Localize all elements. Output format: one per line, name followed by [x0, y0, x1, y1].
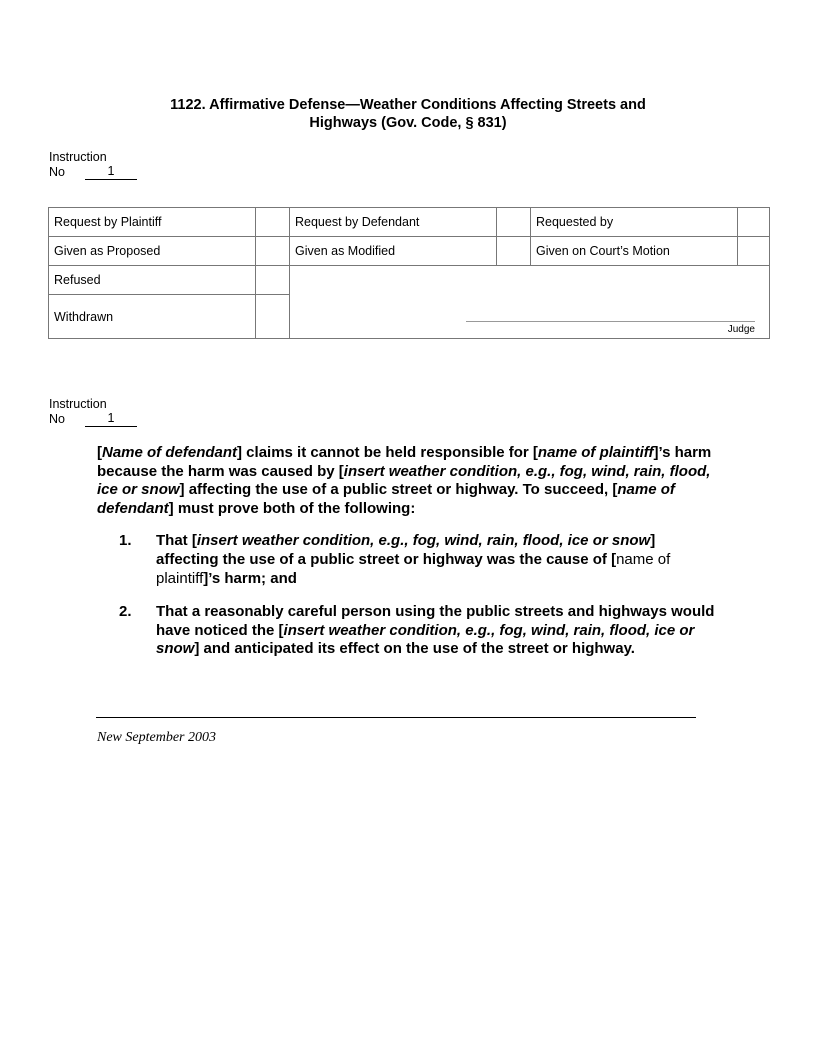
judge-signature-area[interactable] — [290, 266, 770, 339]
request-by-defendant-label: Request by Defendant — [290, 208, 497, 237]
no-label-2: No — [49, 412, 65, 426]
list-item-number: 1. — [119, 532, 132, 550]
title-line-2: Highways (Gov. Code, § 831) — [309, 115, 507, 131]
list-item-number: 2. — [119, 603, 132, 621]
no-label: No — [49, 165, 65, 179]
list-item-text: That a reasonably careful person using the public streets and highways would have noticed the [insert weather condition, e.g., fog, wind, rain, flood, ice or snow] and anticipated its effect on the use of the street or highway. — [156, 603, 715, 658]
judge-signature-line — [466, 321, 755, 322]
request-table — [48, 207, 770, 339]
request-by-plaintiff-label: Request by Plaintiff — [49, 208, 256, 237]
list-item — [97, 603, 717, 659]
withdrawn-label: Withdrawn — [49, 295, 256, 339]
judge-label: Judge — [727, 324, 755, 335]
list-item — [97, 532, 717, 588]
given-as-proposed-checkbox[interactable] — [256, 237, 290, 266]
intro-paragraph: [Name of defendant] claims it cannot be held responsible for [name of plaintiff]’s harm because the harm was caused by [insert weather condition, e.g., fog, wind, rain, flood, ice or snow] affecting the use of a public street or highway. To succeed, [name of defendant] must prove both of the following: — [97, 444, 712, 517]
instruction-number-block-2 — [49, 397, 137, 427]
instruction-number-block — [49, 150, 137, 180]
list-item-text: That [insert weather condition, e.g., fog, wind, rain, flood, ice or snow] affecting the use of a public street or highway was the cause of [name of plaintiff]’s harm; and — [156, 532, 671, 587]
refused-checkbox[interactable] — [256, 266, 290, 295]
title-line-1: 1122. Affirmative Defense—Weather Conditions Affecting Streets and — [170, 97, 646, 113]
withdrawn-checkbox[interactable] — [256, 295, 290, 339]
given-as-modified-checkbox[interactable] — [497, 237, 531, 266]
instruction-number-field[interactable]: 1 — [85, 165, 137, 180]
requested-by-label: Requested by — [531, 208, 738, 237]
instruction-body — [97, 444, 717, 674]
history-note: New September 2003 — [97, 730, 216, 745]
instruction-label: Instruction — [49, 150, 107, 164]
refused-label: Refused — [49, 266, 256, 295]
instruction-title — [120, 96, 696, 132]
instruction-number-field-2[interactable]: 1 — [85, 412, 137, 427]
request-by-plaintiff-checkbox[interactable] — [256, 208, 290, 237]
elements-list — [97, 532, 717, 659]
request-by-defendant-checkbox[interactable] — [497, 208, 531, 237]
requested-by-checkbox[interactable] — [738, 208, 770, 237]
given-on-courts-motion-checkbox[interactable] — [738, 237, 770, 266]
divider — [96, 717, 696, 718]
instruction-label-2: Instruction — [49, 397, 107, 411]
given-as-modified-label: Given as Modified — [290, 237, 497, 266]
given-on-courts-motion-label: Given on Court’s Motion — [531, 237, 738, 266]
given-as-proposed-label: Given as Proposed — [49, 237, 256, 266]
